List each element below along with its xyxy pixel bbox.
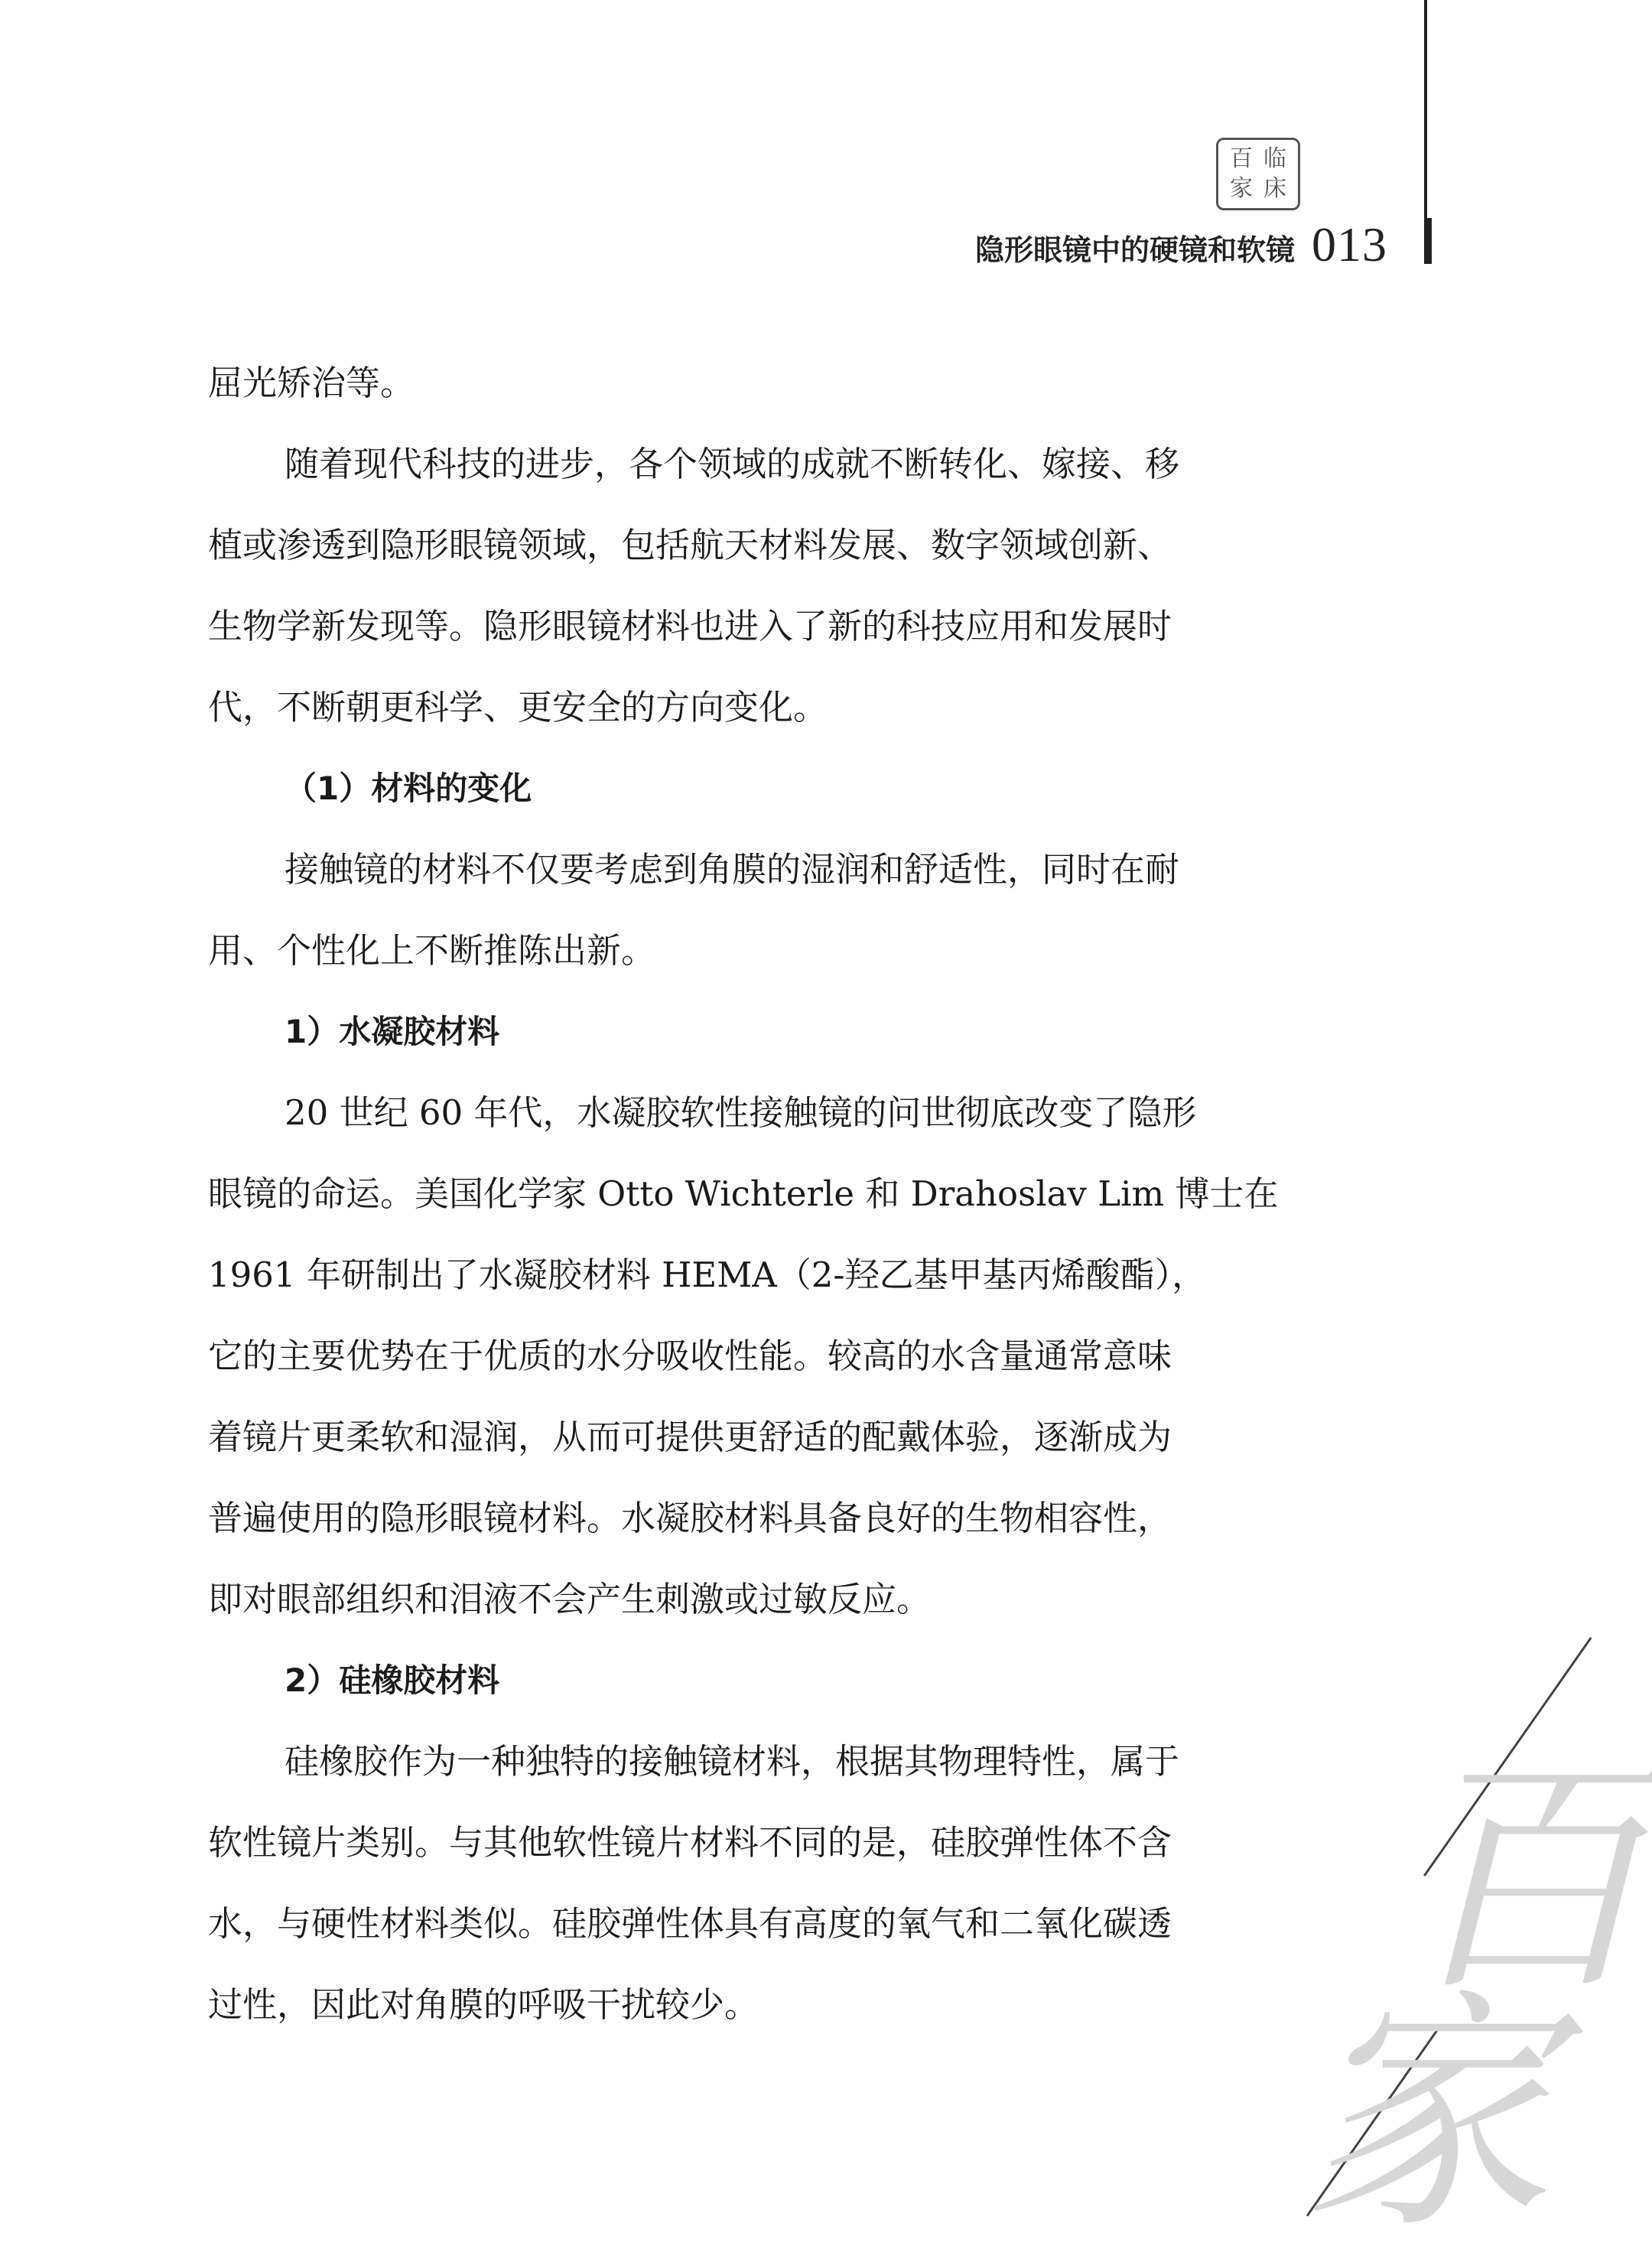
running-header bbox=[974, 216, 1387, 272]
body-line: 眼镜的命运。美国化学家 Otto Wichterle 和 Drahoslav Lim 博士在 bbox=[208, 1173, 1279, 1214]
body-line: 代，不断朝更科学、更安全的方向变化。 bbox=[208, 687, 828, 727]
body-line: 硅橡胶作为一种独特的接触镜材料，根据其物理特性，属于 bbox=[285, 1741, 1180, 1782]
body-line: 水，与硬性材料类似。硅胶弹性体具有高度的氧气和二氧化碳透 bbox=[208, 1903, 1172, 1944]
body-line: 随着现代科技的进步，各个领域的成就不断转化、嫁接、移 bbox=[285, 444, 1180, 484]
subsection-heading: 1）水凝胶材料 bbox=[285, 1013, 500, 1050]
body-line: 它的主要优势在于优质的水分吸收性能。较高的水含量通常意味 bbox=[208, 1336, 1172, 1376]
body-line: 屈光矫治等。 bbox=[208, 363, 415, 403]
seal-char: 床 bbox=[1263, 174, 1286, 202]
subsection-heading: 2）硅橡胶材料 bbox=[285, 1662, 500, 1699]
watermark-char: 家 bbox=[1300, 1968, 1553, 2262]
page-number: 013 bbox=[1312, 217, 1387, 272]
body-line: 接触镜的材料不仅要考虑到角膜的湿润和舒适性，同时在耐 bbox=[285, 849, 1180, 890]
body-line: 过性，因此对角膜的呼吸干扰较少。 bbox=[208, 1984, 759, 2025]
section-heading: （1）材料的变化 bbox=[285, 770, 532, 807]
body-line: 植或渗透到隐形眼镜领域，包括航天材料发展、数字领域创新、 bbox=[208, 525, 1172, 565]
body-line: 软性镜片类别。与其他软性镜片材料不同的是，硅胶弹性体不含 bbox=[208, 1822, 1172, 1863]
body-line: 普遍使用的隐形眼镜材料。水凝胶材料具备良好的生物相容性， bbox=[208, 1498, 1172, 1538]
body-text bbox=[208, 343, 1294, 2046]
body-line: 即对眼部组织和泪液不会产生刺激或过敏反应。 bbox=[208, 1579, 932, 1619]
seal-char: 临 bbox=[1263, 145, 1286, 172]
seal-char: 百 bbox=[1230, 145, 1253, 172]
seal-char: 家 bbox=[1230, 174, 1253, 202]
body-line: 20 世纪 60 年代，水凝胶软性接触镜的问世彻底改变了隐形 bbox=[285, 1092, 1197, 1133]
body-line: 生物学新发现等。隐形眼镜材料也进入了新的科技应用和发展时 bbox=[208, 606, 1172, 646]
series-seal-logo bbox=[1216, 138, 1300, 210]
body-line: 1961 年研制出了水凝胶材料 HEMA（2-羟乙基甲基丙烯酸酯）， bbox=[208, 1255, 1207, 1295]
body-line: 用、个性化上不断推陈出新。 bbox=[208, 930, 656, 971]
watermark-char: 百 bbox=[1400, 1731, 1652, 2025]
running-header-title: 隐形眼镜中的硬镜和软镜 bbox=[974, 233, 1295, 267]
body-line: 着镜片更柔软和湿润，从而可提供更舒适的配戴体验，逐渐成为 bbox=[208, 1417, 1172, 1457]
header-rule-tick bbox=[1424, 218, 1432, 264]
